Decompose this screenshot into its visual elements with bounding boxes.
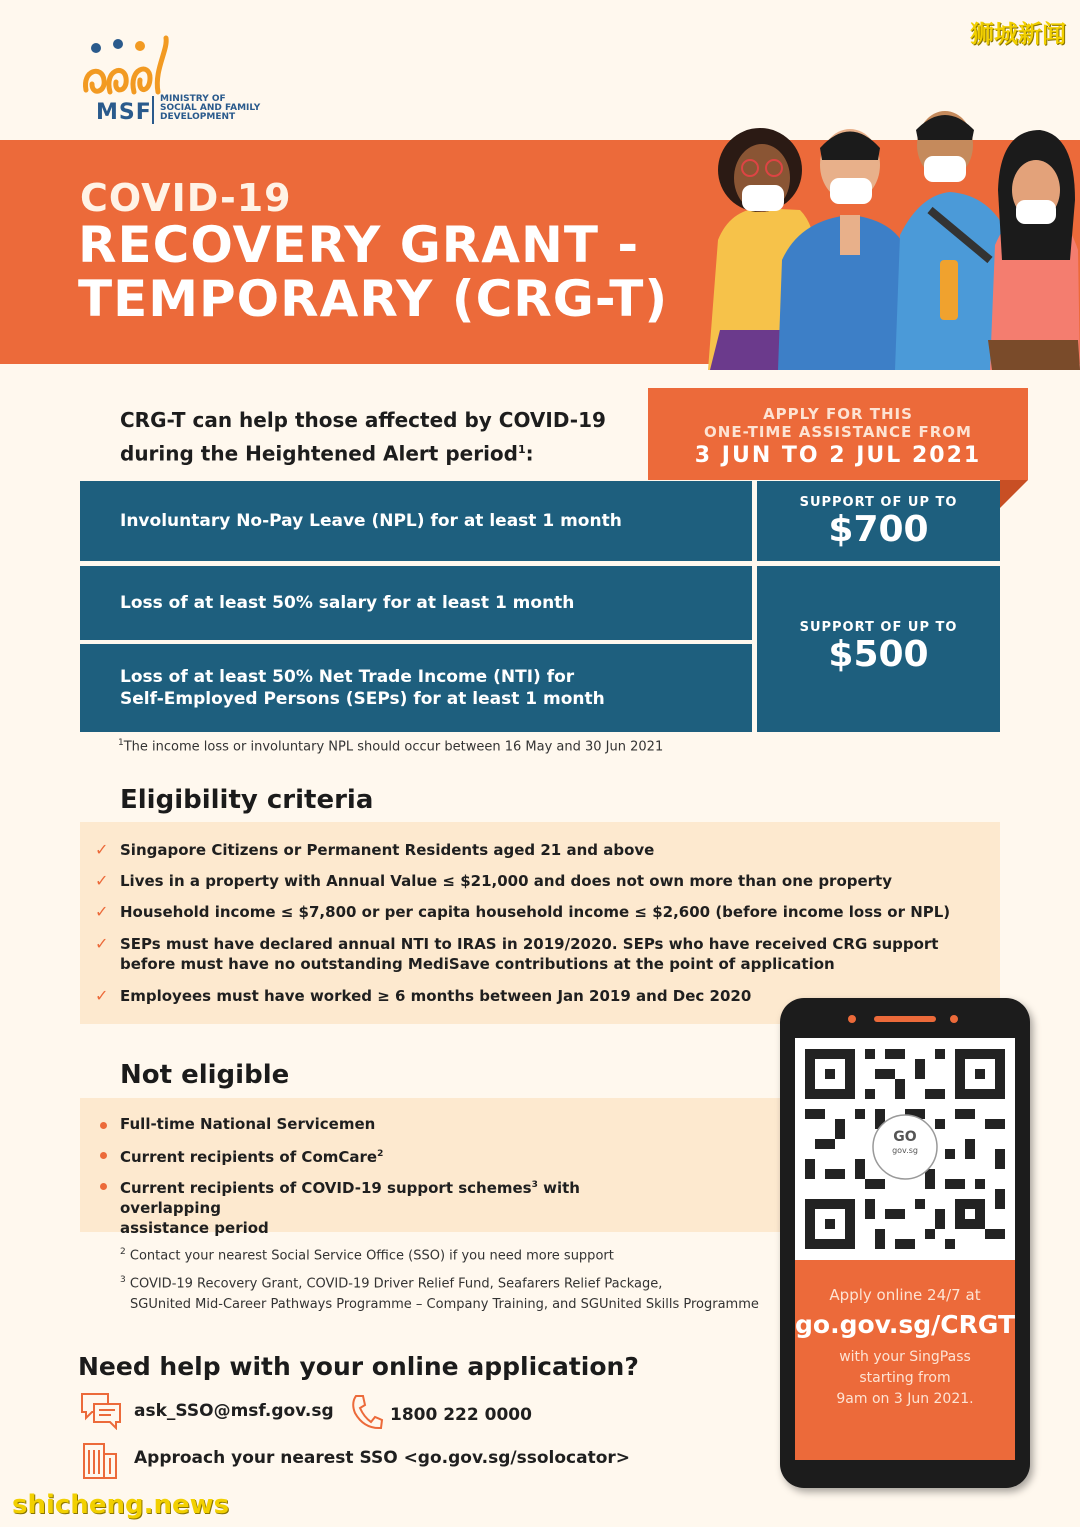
intro-footnote-ref: 1 bbox=[517, 443, 526, 456]
not-eligible-item-text-cont: with overlapping bbox=[120, 1179, 580, 1217]
eligibility-item-line2: before must have no outstanding MediSave contributions at the point of application bbox=[120, 955, 835, 973]
help-phone[interactable]: 1800 222 0000 bbox=[390, 1405, 532, 1425]
apply-dates: 3 JUN TO 2 JUL 2021 bbox=[694, 443, 982, 468]
check-icon: ✓ bbox=[95, 902, 109, 921]
phone-apply-details bbox=[795, 1347, 1015, 1410]
footnote-2-marker: 2 bbox=[120, 1247, 126, 1257]
footnotes-2-3 bbox=[120, 1242, 780, 1315]
eligibility-item: Singapore Citizens or Permanent Residents aged 21 and above bbox=[120, 841, 655, 859]
apply-line1: APPLY FOR THIS bbox=[763, 405, 913, 423]
phone-apply-url[interactable]: go.gov.sg/CRGT bbox=[795, 1310, 1016, 1339]
support-amount-label: SUPPORT OF UP TO bbox=[799, 620, 958, 635]
help-sso-locator[interactable]: Approach your nearest SSO <go.gov.sg/ssolocator> bbox=[134, 1448, 631, 1468]
support-amount-500 bbox=[757, 566, 1000, 732]
logo-line3: DEVELOPMENT bbox=[160, 112, 236, 122]
hero-title-line2: RECOVERY GRANT - bbox=[78, 216, 640, 274]
phone-apply-line4: 9am on 3 Jun 2021. bbox=[836, 1391, 974, 1407]
logo-abbr: MSF bbox=[96, 100, 152, 125]
apply-period-box bbox=[648, 388, 1028, 480]
not-eligible-item bbox=[120, 1175, 680, 1238]
eligibility-item-line1: SEPs must have declared annual NTI to IRAS in 2019/2020. SEPs who have received CRG support bbox=[120, 935, 939, 953]
support-amount-700 bbox=[757, 481, 1000, 561]
not-eligible-item bbox=[120, 1144, 680, 1167]
not-eligible-item-text: Current recipients of COVID-19 support schemes bbox=[120, 1179, 532, 1197]
intro-line2 bbox=[120, 435, 640, 469]
footnote-ref: 3 bbox=[531, 1180, 538, 1190]
bullet-icon bbox=[100, 1122, 107, 1129]
phone-icon bbox=[350, 1393, 384, 1431]
help-email[interactable]: ask_SSO@msf.gov.sg bbox=[134, 1401, 334, 1421]
go-gov-logo bbox=[885, 1130, 925, 1158]
phone-apply-line3: starting from bbox=[859, 1370, 951, 1386]
logo-line1: MINISTRY OF bbox=[160, 94, 226, 104]
watermark-top: 狮城新闻 bbox=[970, 20, 1066, 48]
footnote-3-marker: 3 bbox=[120, 1275, 126, 1286]
bullet-icon bbox=[100, 1183, 107, 1190]
not-eligible-item-text: Current recipients of ComCare bbox=[120, 1148, 378, 1166]
intro-text bbox=[120, 405, 640, 469]
support-amount-label: SUPPORT OF UP TO bbox=[799, 495, 958, 510]
check-icon: ✓ bbox=[95, 871, 109, 890]
support-row-salary-loss: Loss of at least 50% salary for at least 1 month bbox=[80, 566, 752, 640]
support-row-nti-line2: Self-Employed Persons (SEPs) for at least 1 month bbox=[120, 689, 605, 709]
intro-line2-text: during the Heightened Alert period bbox=[120, 441, 518, 466]
apply-line2: ONE-TIME ASSISTANCE FROM bbox=[704, 423, 972, 441]
phone-sensor-dot bbox=[950, 1015, 958, 1023]
intro-colon: : bbox=[525, 441, 534, 466]
footnote-2-text: Contact your nearest Social Service Office (SSO) if you need more support bbox=[129, 1248, 614, 1264]
eligibility-item: Household income ≤ $7,800 or per capita household income ≤ $2,600 (before income loss or NPL) bbox=[120, 903, 951, 921]
footnote-2 bbox=[120, 1242, 780, 1266]
hero-title-line1: COVID-19 bbox=[80, 176, 292, 220]
support-row-nti-loss bbox=[80, 644, 752, 732]
watermark-bottom: shicheng.news bbox=[12, 1490, 230, 1520]
eligibility-item: Lives in a property with Annual Value ≤ $21,000 and does not own more than one property bbox=[120, 872, 893, 890]
footnote-3-line1: COVID-19 Recovery Grant, COVID-19 Driver Relief Fund, Seafarers Relief Package, bbox=[129, 1276, 663, 1292]
not-eligible-item-line2: assistance period bbox=[120, 1219, 269, 1237]
not-eligible-item: Full-time National Servicemen bbox=[120, 1115, 376, 1133]
check-icon: ✓ bbox=[95, 934, 109, 953]
phone-camera-dot bbox=[848, 1015, 856, 1023]
footnote-3-line2: SGUnited Mid-Career Pathways Programme – Company Training, and SGUnited Skills Programme bbox=[130, 1296, 759, 1312]
masked-people-illustration bbox=[690, 60, 1080, 370]
help-heading: Need help with your online application? bbox=[78, 1352, 639, 1381]
check-icon: ✓ bbox=[95, 986, 109, 1005]
support-row-npl: Involuntary No-Pay Leave (NPL) for at least 1 month bbox=[80, 481, 752, 561]
intro-line1: CRG-T can help those affected by COVID-19 bbox=[120, 408, 606, 432]
footnote-1 bbox=[118, 738, 663, 754]
phone-speaker bbox=[874, 1016, 936, 1022]
bullet-icon bbox=[100, 1152, 107, 1159]
logo-line2: SOCIAL AND FAMILY bbox=[160, 103, 261, 113]
footnote-3 bbox=[120, 1270, 780, 1294]
phone-apply-line1: Apply online 24/7 at bbox=[829, 1286, 981, 1304]
email-icon bbox=[80, 1390, 122, 1430]
phone-apply-panel bbox=[795, 1260, 1015, 1460]
support-amount-value: $700 bbox=[828, 509, 929, 550]
logo-ministry-name bbox=[160, 95, 260, 122]
phone-apply-line2: with your SingPass bbox=[839, 1349, 971, 1365]
eligibility-item bbox=[120, 934, 980, 974]
support-amount-value: $500 bbox=[828, 634, 929, 675]
footnote-ref: 2 bbox=[377, 1149, 384, 1159]
not-eligible-heading: Not eligible bbox=[120, 1060, 290, 1090]
go-gov-logo-text: GO bbox=[893, 1129, 917, 1145]
apply-box-fold bbox=[1000, 480, 1028, 508]
eligibility-heading: Eligibility criteria bbox=[120, 785, 374, 815]
footnote-1-text: The income loss or involuntary NPL should occur between 16 May and 30 Jun 2021 bbox=[123, 739, 664, 755]
building-icon bbox=[80, 1438, 120, 1480]
qr-code-panel bbox=[795, 1038, 1015, 1260]
check-icon: ✓ bbox=[95, 840, 109, 859]
support-row-nti-line1: Loss of at least 50% Net Trade Income (NTI) for bbox=[120, 667, 575, 687]
eligibility-item: Employees must have worked ≥ 6 months between Jan 2019 and Dec 2020 bbox=[120, 987, 752, 1005]
logo-divider bbox=[152, 96, 154, 124]
hero-title-line3: TEMPORARY (CRG-T) bbox=[78, 270, 669, 328]
go-gov-logo-sub: gov.sg bbox=[892, 1146, 918, 1155]
footnote-1-marker: 1 bbox=[118, 738, 124, 748]
